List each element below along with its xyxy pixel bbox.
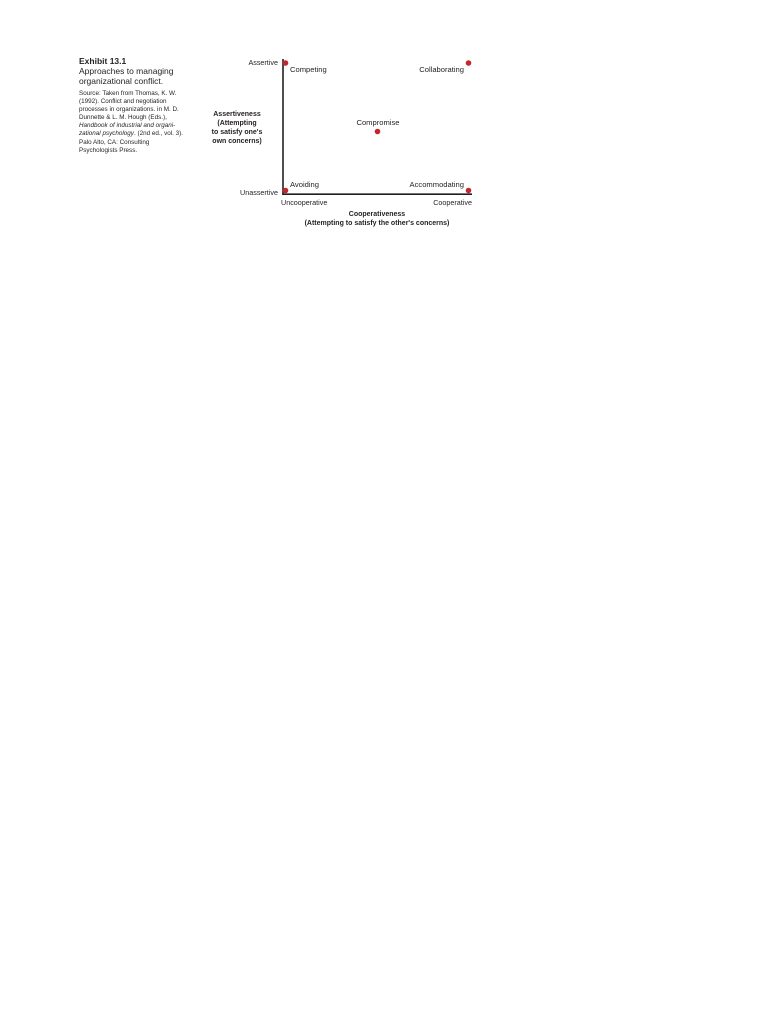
x-axis-right-label: Cooperative <box>433 198 472 207</box>
accommodating-point <box>466 188 472 194</box>
collaborating-label: Collaborating <box>419 65 464 74</box>
source-line: (1992). Conflict and negotiation <box>79 98 167 106</box>
source-book-title-1: Handbook of industrial and organi- <box>79 122 176 130</box>
source-line: Palo Alto, CA: Consulting <box>79 138 150 146</box>
x-axis-left-label: Uncooperative <box>281 198 328 207</box>
source-book-title-2: zational psychology <box>79 130 134 138</box>
competing-label: Competing <box>290 65 327 74</box>
collaborating-point <box>466 60 472 66</box>
x-axis-title-line: Cooperativeness <box>348 211 406 218</box>
conflict-approaches-diagram <box>0 0 784 260</box>
exhibit-label: Exhibit 13.1 <box>79 56 127 66</box>
y-axis-title-line: to satisfy one's <box>211 129 263 136</box>
y-axis-bottom-label: Unassertive <box>240 188 278 197</box>
x-axis-title-line: (Attempting to satisfy the other's concerns) <box>304 220 450 227</box>
source-line: Dunnette & L. M. Hough (Eds.), <box>79 114 167 122</box>
avoiding-label: Avoiding <box>290 180 319 189</box>
y-axis-title-line: (Attempting <box>217 120 257 127</box>
compromise-label: Compromise <box>356 118 400 127</box>
y-axis-title-line: Assertiveness <box>213 111 261 118</box>
y-axis-top-label: Assertive <box>248 58 278 67</box>
avoiding-point <box>283 188 289 194</box>
source-line: Psychologists Press. <box>79 146 138 154</box>
source-line: processes in organizations. in M. D. <box>79 106 179 114</box>
exhibit-title-line-2: organizational conflict. <box>79 76 164 86</box>
compromise-point <box>375 129 381 135</box>
source-edition: . (2nd ed., vol. 3). <box>133 130 183 138</box>
source-line: Source: Taken from Thomas, K. W. <box>79 90 177 97</box>
accommodating-label: Accommodating <box>409 180 464 189</box>
exhibit-title-line-1: Approaches to managing <box>79 66 174 76</box>
competing-point <box>283 60 289 66</box>
y-axis-title-line: own concerns) <box>212 138 262 145</box>
